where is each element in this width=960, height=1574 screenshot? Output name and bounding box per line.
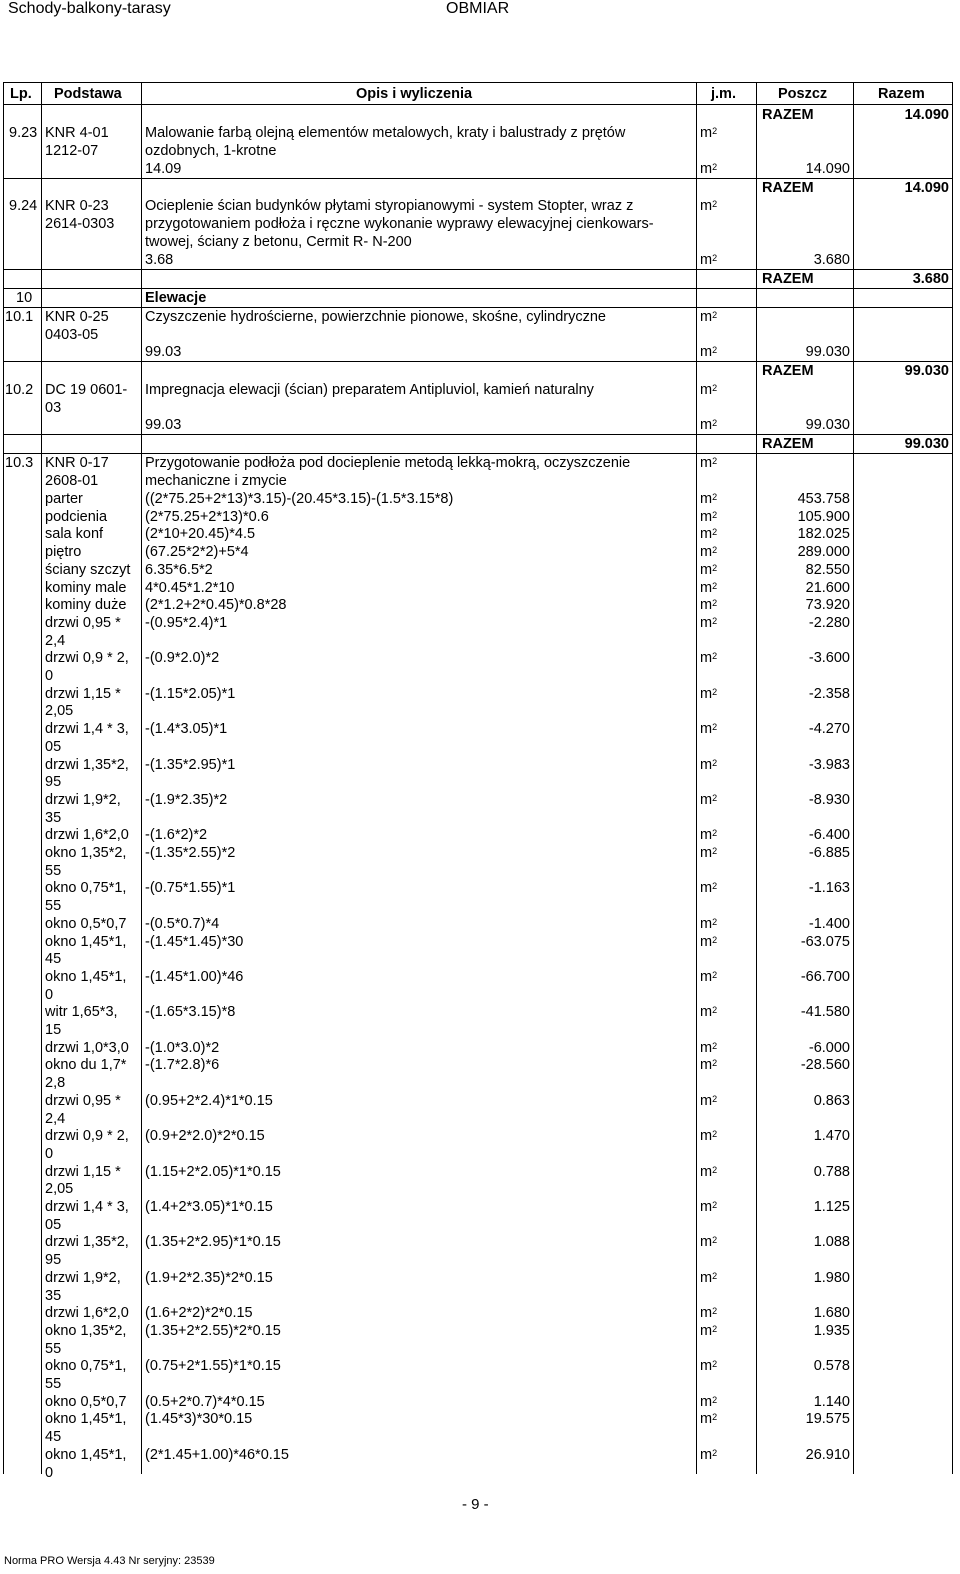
razem-value: 3.680 [912, 271, 949, 287]
col-header-razem: Razem [878, 86, 925, 102]
razem-value: 99.030 [904, 436, 949, 452]
item-description: twowej, ściany z betonu, Cermit R- N-200 [145, 234, 412, 250]
row-calc: -(1.45*1.00)*46 [145, 968, 244, 985]
row-label: okno 1,35*2, [45, 845, 127, 861]
item-description: Impregnacja elewacji (ścian) preparatem Antipluviol, kamień naturalny [145, 382, 594, 398]
razem-label: RAZEM [762, 363, 814, 379]
row-value: -3.600 [808, 650, 850, 667]
item-podstawa: 1212-07 [45, 143, 99, 159]
row-label: 2,4 [45, 1110, 66, 1127]
col-header-opis: Opis i wyliczenia [356, 86, 473, 102]
item-calc: 99.03 [145, 417, 182, 433]
row-label: okno du 1,7* [45, 1057, 127, 1074]
item-lp: 9.24 [9, 198, 38, 214]
item-unit: $m^2$ [700, 309, 718, 325]
row-unit: $m^2$ [700, 491, 718, 507]
razem-value: 14.090 [904, 107, 949, 123]
row-unit: $m^2$ [700, 721, 718, 738]
item-poszcz: 99.030 [805, 344, 850, 360]
item-poszcz: 14.090 [805, 161, 850, 177]
item-description: Ocieplenie ścian budynków płytami styropianowymi - system Stopter, wraz z [145, 198, 634, 214]
row-unit: $m^2$ [700, 1446, 718, 1463]
row-calc: (1.45*3)*30*0.15 [145, 1411, 253, 1428]
row-value: -41.580 [800, 1004, 850, 1021]
row-calc: -(1.15*2.05)*1 [145, 685, 236, 702]
row-label: 0 [45, 1464, 54, 1481]
item-podstawa: KNR 0-17 [45, 455, 109, 471]
col-header-podstawa: Podstawa [54, 86, 122, 102]
row-unit: $m^2$ [700, 845, 718, 861]
item-description: mechaniczne i zmycie [145, 473, 287, 489]
row-unit: $m^2$ [700, 1163, 718, 1180]
item-calc: 14.09 [145, 161, 182, 177]
row-unit: $m^2$ [700, 933, 718, 950]
row-label: podcienia [45, 508, 108, 525]
row-calc: (1.4+2*3.05)*1*0.15 [145, 1199, 273, 1215]
item-podstawa: 0403-05 [45, 327, 99, 343]
row-label: drzwi 1,0*3,0 [45, 1039, 129, 1056]
row-unit: $m^2$ [700, 1199, 718, 1215]
row-label: 05 [45, 738, 62, 755]
row-unit: $m^2$ [700, 880, 718, 897]
row-calc: -(1.45*1.45)*30 [145, 933, 244, 950]
row-value: 0.578 [813, 1358, 850, 1375]
row-calc: (1.15+2*2.05)*1*0.15 [145, 1163, 281, 1180]
row-value: 0.863 [813, 1092, 850, 1109]
row-label: 2,05 [45, 1181, 74, 1198]
row-calc: -(1.35*2.95)*1 [145, 756, 236, 773]
section-lp: 10 [16, 290, 33, 306]
item-unit: $m^2$ [700, 252, 718, 268]
row-calc: 4*0.45*1.2*10 [145, 579, 235, 596]
row-label: drzwi 1,6*2,0 [45, 1305, 129, 1322]
col-line [141, 82, 142, 1474]
row-calc: -(1.7*2.8)*6 [145, 1057, 220, 1074]
razem-label: RAZEM [762, 107, 814, 123]
row-calc: -(0.5*0.7)*4 [145, 915, 220, 932]
row-value: -6.000 [808, 1039, 850, 1056]
item-podstawa: 03 [45, 400, 62, 416]
item-podstawa: KNR 0-23 [45, 198, 109, 214]
row-label: 95 [45, 774, 62, 791]
row-label: drzwi 1,4 * 3, [45, 1199, 129, 1215]
row-unit: $m^2$ [700, 791, 718, 808]
item-poszcz: 99.030 [805, 417, 850, 433]
item-unit: $m^2$ [700, 382, 718, 398]
row-unit: $m^2$ [700, 1411, 718, 1428]
row-value: 1.680 [813, 1305, 850, 1322]
header-bottom-border [3, 104, 953, 105]
row-label: okno 1,45*1, [45, 933, 127, 950]
table-top-border [3, 82, 953, 83]
row-calc: (0.5+2*0.7)*4*0.15 [145, 1393, 265, 1410]
row-calc: (1.6+2*2)*2*0.15 [145, 1305, 253, 1322]
row-value: -2.280 [808, 614, 850, 631]
row-label: 45 [45, 1429, 62, 1446]
row-label: 0 [45, 668, 54, 684]
row-value: -8.930 [808, 791, 850, 808]
row-label: parter [45, 491, 83, 507]
col-line [3, 82, 4, 1474]
row-unit: $m^2$ [700, 1393, 718, 1410]
row-label: okno 0,5*0,7 [45, 915, 127, 932]
row-value: 105.900 [797, 508, 850, 525]
row-calc: (2*1.2+2*0.45)*0.8*28 [145, 597, 287, 614]
row-unit: $m^2$ [700, 915, 718, 932]
row-value: 82.550 [805, 561, 850, 578]
row-calc: (2*10+20.45)*4.5 [145, 526, 256, 543]
row-label: 95 [45, 1252, 62, 1269]
row-value: 73.920 [805, 597, 850, 614]
row-calc: -(1.65*3.15)*8 [145, 1004, 236, 1021]
item-description: ozdobnych, 1-krotne [145, 143, 277, 159]
item-unit: $m^2$ [700, 198, 718, 214]
row-label: okno 1,45*1, [45, 968, 127, 985]
row-calc: ((2*75.25+2*13)*3.15)-(20.45*3.15)-(1.5*3.15*8) [145, 491, 454, 507]
item-podstawa: DC 19 0601- [45, 382, 128, 398]
row-value: 26.910 [805, 1446, 850, 1463]
row-label: kominy duże [45, 597, 127, 614]
row-unit: $m^2$ [700, 1358, 718, 1375]
row-label: drzwi 1,9*2, [45, 791, 121, 808]
col-header-poszcz: Poszcz [778, 86, 828, 102]
row-unit: $m^2$ [700, 561, 718, 578]
row-calc: -(1.4*3.05)*1 [145, 721, 228, 738]
row-calc: -(1.0*3.0)*2 [145, 1039, 220, 1056]
row-unit: $m^2$ [700, 1128, 718, 1145]
col-header-lp: Lp. [10, 86, 32, 102]
row-calc: 6.35*6.5*2 [145, 561, 213, 578]
row-value: 453.758 [797, 491, 850, 507]
row-unit: $m^2$ [700, 1269, 718, 1286]
row-label: drzwi 0,9 * 2, [45, 1128, 129, 1145]
row-calc: (2*75.25+2*13)*0.6 [145, 508, 269, 525]
row-value: 182.025 [797, 526, 850, 543]
row-calc: (1.35+2*2.55)*2*0.15 [145, 1322, 281, 1339]
item-podstawa: KNR 0-25 [45, 309, 109, 325]
row-label: okno 0,75*1, [45, 880, 127, 897]
item-podstawa: 2608-01 [45, 473, 99, 489]
row-unit: $m^2$ [700, 1322, 718, 1339]
col-line [853, 82, 854, 1474]
col-line [952, 82, 953, 1474]
row-calc: (0.95+2*2.4)*1*0.15 [145, 1092, 273, 1109]
item-podstawa: KNR 4-01 [45, 125, 109, 141]
row-value: -6.400 [808, 827, 850, 844]
row-value: -6.885 [808, 845, 850, 861]
footer-version: Norma PRO Wersja 4.43 Nr seryjny: 23539 [4, 1555, 215, 1567]
item-unit: $m^2$ [700, 161, 718, 177]
row-label: drzwi 1,9*2, [45, 1269, 121, 1286]
row-label: 45 [45, 951, 62, 968]
razem-label: RAZEM [762, 271, 814, 287]
row-label: drzwi 0,9 * 2, [45, 650, 129, 667]
row-calc: -(1.6*2)*2 [145, 827, 208, 844]
item-description: Czyszczenie hydrościerne, powierzchnie pionowe, skośne, cylindryczne [145, 309, 606, 325]
row-label: okno 1,35*2, [45, 1322, 127, 1339]
row-label: sala konf [45, 526, 104, 543]
row-value: 19.575 [805, 1411, 850, 1428]
row-value: 0.788 [813, 1163, 850, 1180]
row-calc: (0.9+2*2.0)*2*0.15 [145, 1128, 265, 1145]
row-value: -66.700 [800, 968, 850, 985]
row-unit: $m^2$ [700, 544, 718, 561]
row-unit: $m^2$ [700, 756, 718, 773]
row-label: okno 0,5*0,7 [45, 1393, 127, 1410]
item-podstawa: 2614-0303 [45, 216, 115, 232]
col-header-jm: j.m. [711, 86, 736, 102]
row-unit: $m^2$ [700, 508, 718, 525]
row-label: piętro [45, 544, 82, 561]
row-value: 1.088 [813, 1234, 850, 1251]
item-description: Przygotowanie podłoża pod docieplenie metodą lekką-mokrą, oczyszczenie [145, 455, 631, 471]
row-label: 15 [45, 1022, 62, 1038]
item-unit: $m^2$ [700, 417, 718, 433]
razem-label: RAZEM [762, 180, 814, 196]
row-unit: $m^2$ [700, 968, 718, 985]
row-value: -2.358 [808, 685, 850, 702]
row-unit: $m^2$ [700, 827, 718, 844]
row-label: drzwi 1,15 * [45, 1163, 121, 1180]
col-line [696, 82, 697, 1474]
row-unit: $m^2$ [700, 1004, 718, 1021]
row-label: 55 [45, 1376, 62, 1392]
row-label: 55 [45, 898, 62, 915]
row-label: drzwi 1,35*2, [45, 756, 129, 773]
row-calc: -(0.95*2.4)*1 [145, 614, 228, 631]
row-label: 35 [45, 1287, 62, 1304]
row-label: drzwi 0,95 * [45, 614, 121, 631]
row-label: drzwi 1,4 * 3, [45, 721, 129, 738]
row-calc: (67.25*2*2)+5*4 [145, 544, 249, 561]
row-label: okno 1,45*1, [45, 1446, 127, 1463]
page-number: - 9 - [462, 1496, 489, 1513]
razem-value: 14.090 [904, 180, 949, 196]
row-value: 1.140 [813, 1393, 850, 1410]
row-unit: $m^2$ [700, 579, 718, 596]
row-calc: (1.35+2*2.95)*1*0.15 [145, 1234, 281, 1251]
row-label: 05 [45, 1216, 62, 1233]
row-calc: -(1.35*2.55)*2 [145, 845, 236, 861]
row-unit: $m^2$ [700, 685, 718, 702]
header-title: Schody-balkony-tarasy [8, 0, 171, 17]
row-label: okno 0,75*1, [45, 1358, 127, 1375]
row-value: -28.560 [800, 1057, 850, 1074]
row-value: 289.000 [797, 544, 850, 561]
row-label: 55 [45, 862, 62, 879]
row-label: 2,4 [45, 632, 66, 649]
item-calc: 3.68 [145, 252, 174, 268]
col-line [41, 82, 42, 1474]
row-calc: -(1.9*2.35)*2 [145, 791, 228, 808]
row-unit: $m^2$ [700, 1057, 718, 1074]
row-value: 1.935 [813, 1322, 850, 1339]
row-label: drzwi 1,35*2, [45, 1234, 129, 1251]
item-lp: 10.2 [5, 382, 34, 398]
row-unit: $m^2$ [700, 1039, 718, 1056]
razem-value: 99.030 [904, 363, 949, 379]
item-poszcz: 3.680 [813, 252, 850, 268]
row-value: -63.075 [800, 933, 850, 950]
razem-label: RAZEM [762, 436, 814, 452]
row-value: 1.470 [813, 1128, 850, 1145]
header-center-title: OBMIAR [446, 0, 510, 17]
col-line [756, 82, 757, 1474]
row-label: okno 1,45*1, [45, 1411, 127, 1428]
row-unit: $m^2$ [700, 1234, 718, 1251]
row-label: 0 [45, 986, 54, 1003]
row-label: drzwi 0,95 * [45, 1092, 121, 1109]
row-unit: $m^2$ [700, 1092, 718, 1109]
row-value: -3.983 [808, 756, 850, 773]
row-label: 35 [45, 809, 62, 826]
row-value: 1.125 [813, 1199, 850, 1215]
row-unit: $m^2$ [700, 526, 718, 543]
item-lp: 10.1 [5, 309, 34, 325]
row-value: -4.270 [808, 721, 850, 738]
item-lp: 10.3 [5, 455, 34, 471]
row-calc: -(0.75*1.55)*1 [145, 880, 236, 897]
row-calc: -(0.9*2.0)*2 [145, 650, 220, 667]
row-label: ściany szczyt [45, 561, 131, 578]
row-label: 0 [45, 1145, 54, 1162]
row-calc: (0.75+2*1.55)*1*0.15 [145, 1358, 281, 1375]
item-unit: $m^2$ [700, 455, 718, 471]
item-calc: 99.03 [145, 344, 182, 360]
row-unit: $m^2$ [700, 1305, 718, 1322]
row-label: drzwi 1,6*2,0 [45, 827, 129, 844]
item-description: przygotowaniem podłoża i ręczne wykonanie wyprawy elewacyjnej cienkowars- [145, 216, 654, 232]
item-unit: $m^2$ [700, 125, 718, 141]
section-title: Elewacje [145, 290, 207, 306]
row-label: 2,8 [45, 1075, 66, 1092]
row-unit: $m^2$ [700, 650, 718, 667]
row-unit: $m^2$ [700, 614, 718, 631]
row-calc: (2*1.45+1.00)*46*0.15 [145, 1446, 289, 1463]
item-lp: 9.23 [9, 125, 38, 141]
row-label: 2,05 [45, 703, 74, 720]
row-unit: $m^2$ [700, 597, 718, 614]
row-value: 21.600 [805, 579, 850, 596]
row-value: -1.400 [808, 915, 850, 932]
row-value: 1.980 [813, 1269, 850, 1286]
row-calc: (1.9+2*2.35)*2*0.15 [145, 1269, 273, 1286]
row-label: witr 1,65*3, [45, 1004, 118, 1021]
row-label: drzwi 1,15 * [45, 685, 121, 702]
row-value: -1.163 [808, 880, 850, 897]
row-label: 55 [45, 1340, 62, 1357]
item-unit: $m^2$ [700, 344, 718, 360]
row-label: kominy male [45, 579, 127, 596]
item-description: Malowanie farbą olejną elementów metalowych, kraty i balustrady z prętów [145, 125, 626, 141]
